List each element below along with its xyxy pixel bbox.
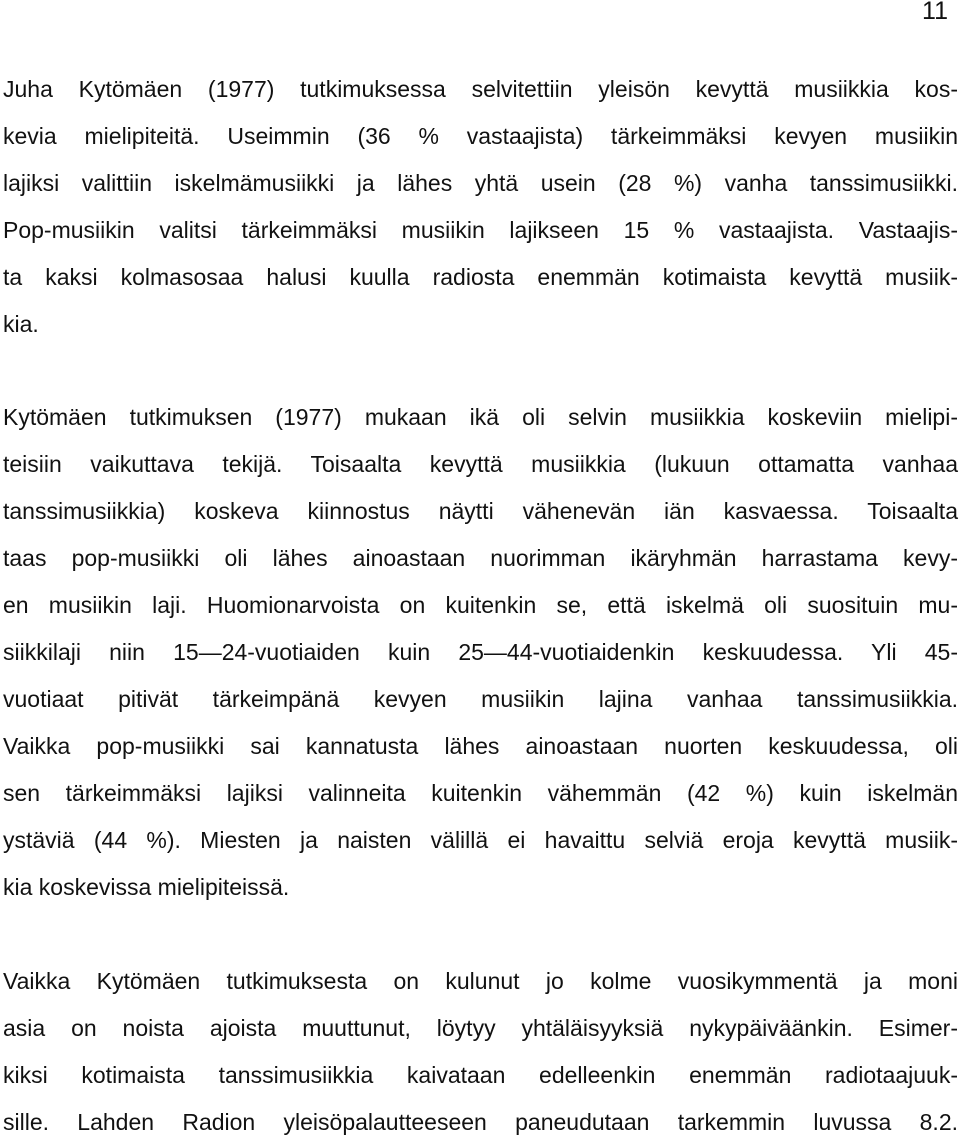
text-line: sille. Lahden Radion yleisöpalautteeseen paneudutaan tarkemmin luvussa 8.2. xyxy=(3,1109,958,1135)
text-line: ta kaksi kolmasosaa halusi kuulla radiosta enemmän kotimaista kevyttä musiik- xyxy=(3,264,958,290)
text-line: Vaikka pop-musiikki sai kannatusta lähes ainoastaan nuorten keskuudessa, oli xyxy=(3,733,958,759)
text-line: asia on noista ajoista muuttunut, löytyy yhtäläisyyksiä nykypäiväänkin. Esimer- xyxy=(3,1015,958,1041)
text-line: Juha Kytömäen (1977) tutkimuksessa selvitettiin yleisön kevyttä musiikkia kos- xyxy=(3,76,958,102)
text-line: vuotiaat pitivät tärkeimpänä kevyen musiikin lajina vanhaa tanssimusiikkia. xyxy=(3,686,958,712)
text-line: kia koskevissa mielipiteissä. xyxy=(3,874,290,900)
text-line: Kytömäen tutkimuksen (1977) mukaan ikä oli selvin musiikkia koskeviin mielipi- xyxy=(3,404,958,430)
text-line: Pop-musiikin valitsi tärkeimmäksi musiikin lajikseen 15 % vastaajista. Vastaajis- xyxy=(3,217,958,243)
text-line: kiksi kotimaista tanssimusiikkia kaivataan edelleenkin enemmän radiotaajuuk- xyxy=(3,1062,958,1088)
text-line: tanssimusiikkia) koskeva kiinnostus näytti vähenevän iän kasvaessa. Toisaalta xyxy=(3,498,958,524)
text-line: ystäviä (44 %). Miesten ja naisten välillä ei havaittu selviä eroja kevyttä musiik- xyxy=(3,827,958,853)
text-line: sen tärkeimmäksi lajiksi valinneita kuitenkin vähemmän (42 %) kuin iskelmän xyxy=(3,780,958,806)
text-line: siikkilaji niin 15—24-vuotiaiden kuin 25—44-vuotiaidenkin keskuudessa. Yli 45- xyxy=(3,639,958,665)
page-number: 11 xyxy=(922,0,948,25)
text-line: lajiksi valittiin iskelmämusiikki ja lähes yhtä usein (28 %) vanha tanssimusiikki. xyxy=(3,170,958,196)
text-line: Vaikka Kytömäen tutkimuksesta on kulunut jo kolme vuosikymmentä ja moni xyxy=(3,968,958,994)
text-line: kia. xyxy=(3,311,39,337)
text-line: en musiikin laji. Huomionarvoista on kuitenkin se, että iskelmä oli suosituin mu- xyxy=(3,592,958,618)
text-line: taas pop-musiikki oli lähes ainoastaan nuorimman ikäryhmän harrastama kevy- xyxy=(3,545,958,571)
text-line: teisiin vaikuttava tekijä. Toisaalta kevyttä musiikkia (lukuun ottamatta vanhaa xyxy=(3,451,958,477)
text-line: kevia mielipiteitä. Useimmin (36 % vastaajista) tärkeimmäksi kevyen musiikin xyxy=(3,123,958,149)
